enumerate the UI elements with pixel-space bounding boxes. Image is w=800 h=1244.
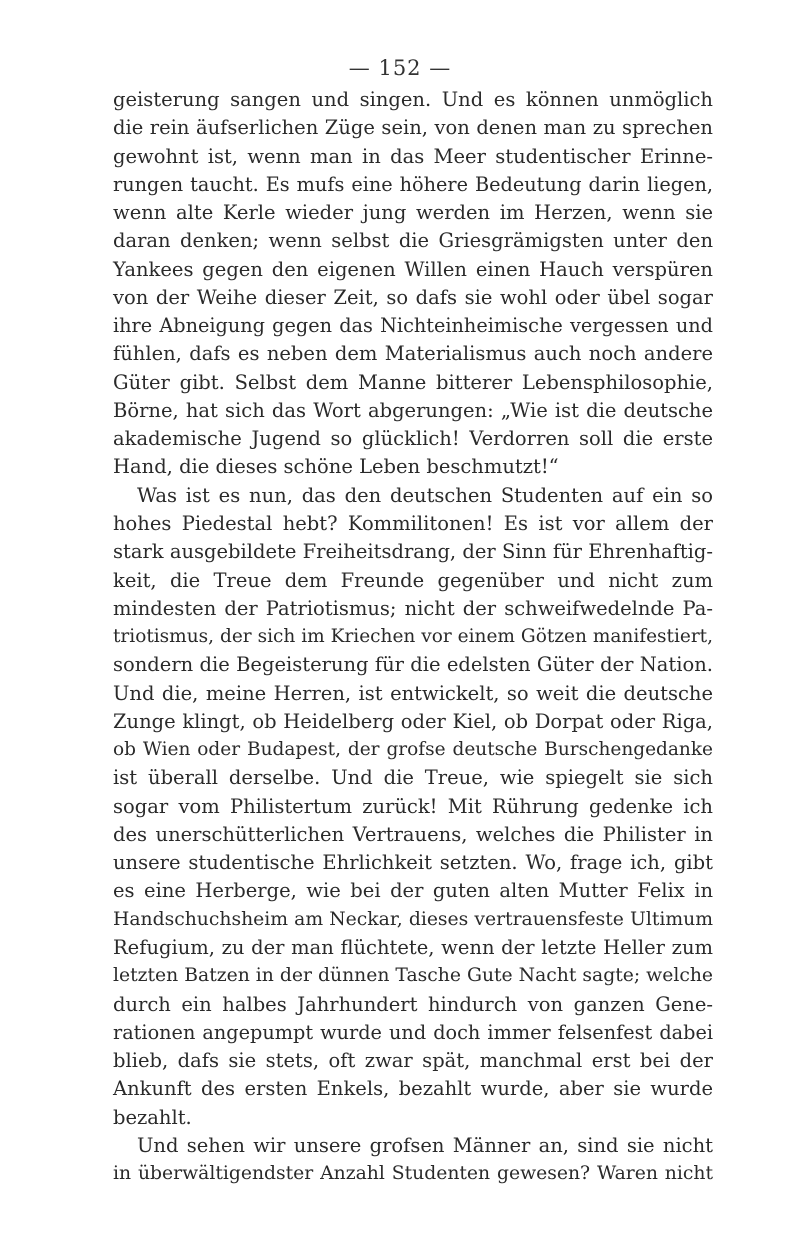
text-line: akademische Jugend so glücklich! Verdorren soll die erste	[113, 427, 713, 451]
text-line: sondern die Begeisterung für die edelsten Güter der Nation.	[113, 653, 713, 677]
text-line: ist überall derselbe. Und die Treue, wie spiegelt sie sich	[113, 766, 713, 790]
text-line: von der Weihe dieser Zeit, so dafs sie wohl oder übel sogar	[113, 285, 713, 309]
text-line: bezahlt.	[113, 1105, 192, 1129]
text-line: rationen angepumpt wurde und doch immer felsenfest dabei	[113, 1020, 713, 1044]
body-text	[113, 86, 713, 1188]
text-line: es eine Herberge, wie bei der guten alten Mutter Felix in	[113, 879, 713, 903]
text-line: sogar vom Philistertum zurück! Mit Rührung gedenke ich	[113, 794, 713, 818]
page-number: — 152 —	[348, 56, 452, 80]
text-line: ob Wien oder Budapest, der grofse deutsche Burschengedanke	[113, 739, 713, 761]
text-line: letzten Batzen in der dünnen Tasche Gute Nacht sagte; welche	[113, 965, 713, 987]
text-line: die rein äufserlichen Züge sein, von denen man zu sprechen	[113, 116, 713, 140]
text-line: Hand, die dieses schöne Leben beschmutzt!“	[113, 455, 559, 479]
text-line: Yankees gegen den eigenen Willen einen Hauch verspüren	[113, 257, 713, 281]
text-line: keit, die Treue dem Freunde gegenüber und nicht zum	[113, 568, 713, 592]
text-line: Was ist es nun, das den deutschen Studenten auf ein so	[137, 483, 713, 507]
text-line: rungen taucht. Es mufs eine höhere Bedeutung darin liegen,	[113, 172, 713, 196]
text-line: Und sehen wir unsere grofsen Männer an, sind sie nicht	[137, 1133, 713, 1157]
text-line: daran denken; wenn selbst die Griesgrämigsten unter den	[113, 229, 713, 253]
text-line: mindesten der Patriotismus; nicht der schweifwedelnde Pa-	[113, 596, 713, 620]
text-line: Und die, meine Herren, ist entwickelt, so weit die deutsche	[113, 681, 713, 705]
text-line: in überwältigendster Anzahl Studenten gewesen? Waren nicht	[113, 1163, 713, 1185]
text-line: ihre Abneigung gegen das Nichteinheimische vergessen und	[113, 314, 713, 338]
text-line: blieb, dafs sie stets, oft zwar spät, manchmal erst bei der	[113, 1049, 713, 1073]
text-line: hohes Piedestal hebt? Kommilitonen! Es ist vor allem der	[113, 511, 713, 535]
text-line: fühlen, dafs es neben dem Materialismus auch noch andere	[113, 342, 713, 366]
text-line: geisterung sangen und singen. Und es können unmöglich	[113, 88, 713, 111]
text-line: wenn alte Kerle wieder jung werden im Herzen, wenn sie	[113, 201, 713, 225]
text-line: des unerschütterlichen Vertrauens, welches die Philister in	[113, 822, 713, 846]
text-line: Ankunft des ersten Enkels, bezahlt wurde, aber sie wurde	[113, 1077, 713, 1101]
text-line: triotismus, der sich im Kriechen vor einem Götzen manifestiert,	[113, 626, 713, 648]
text-line: Refugium, zu der man flüchtete, wenn der letzte Heller zum	[113, 935, 713, 959]
text-line: Güter gibt. Selbst dem Manne bitterer Lebensphilosophie,	[113, 370, 713, 394]
text-line: unsere studentische Ehrlichkeit setzten. Wo, frage ich, gibt	[113, 851, 713, 875]
text-line: Zunge klingt, ob Heidelberg oder Kiel, ob Dorpat oder Riga,	[113, 709, 713, 733]
text-line: Börne, hat sich das Wort abgerungen: „Wie ist die deutsche	[113, 398, 713, 422]
text-line: Handschuchsheim am Neckar, dieses vertrauensfeste Ultimum	[113, 908, 713, 930]
text-line: stark ausgebildete Freiheitsdrang, der Sinn für Ehrenhaftig-	[113, 540, 713, 564]
text-line: durch ein halbes Jahrhundert hindurch von ganzen Gene-	[113, 992, 713, 1016]
text-line: gewohnt ist, wenn man in das Meer studentischer Erinne-	[113, 144, 713, 168]
